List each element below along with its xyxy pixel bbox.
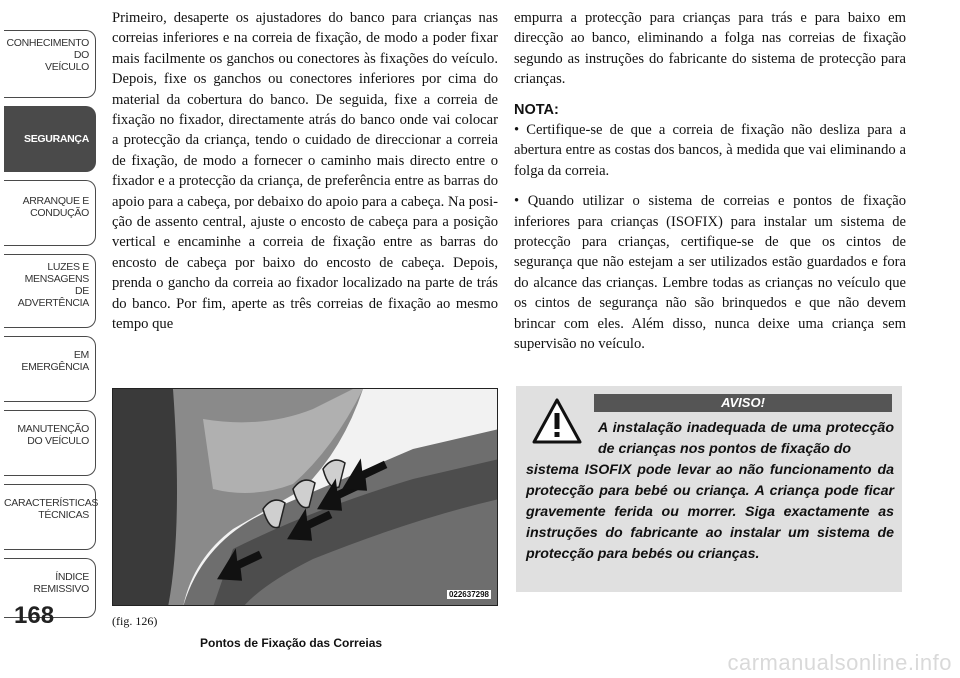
- warning-text-first: A instalação inadequada de uma protecção de crianças nos pontos de fixação do: [598, 420, 894, 457]
- figure-code: 022637298: [448, 590, 489, 599]
- warning-title: AVISO!: [594, 394, 892, 412]
- chapter-sidebar: [0, 0, 100, 640]
- tab-seguranca[interactable]: [4, 106, 96, 172]
- warning-text: [526, 418, 894, 565]
- tab-manutencao-do-veiculo[interactable]: [4, 410, 96, 476]
- seat-anchor-illustration: [113, 389, 498, 606]
- tab-label: CONHECIMENTO DO VEÍCULO: [6, 37, 89, 73]
- tab-label: LUZES E MENSAGENS DE ADVERTÊNCIA: [17, 261, 89, 309]
- tab-arranque-e-conducao[interactable]: [4, 180, 96, 246]
- body-paragraph: Primeiro, desaperte os ajustadores do banco para crianças nas correias inferiores e na correia de fixação, de modo a poder fixar mais facilmente os ganchos ou conectores às fixações do veículo. Depois, fixe os ganchos ou conectores inferiores por cima do material da cobertura do banco. De seguida, fixe a correia de fixação no fixador, directamente atrás do banco onde vai colocar a protecção da criança, tendo o cuidado de direccionar a correia de fixação, de modo a fornecer o caminho mais directo entre o fixador e a protecção da criança, de preferência entre as barras do apoio para a cabeça, por debaixo do apoio para a cabeça. Na posição de assento central, ajuste o encosto de cabeça para a posição vertical e encaminhe a correia de fixação entre as barras do encosto de cabeça por baixo do encosto de cabeça. Depois, prenda o gancho da correia ao fixador localizado na parte de trás do banco. Por fim, aperte as três correias de fixação ao mesmo tempo que: [112, 10, 498, 333]
- tab-label: MANUTENÇÃO DO VEÍCULO: [17, 423, 89, 447]
- left-column: [112, 8, 498, 335]
- figure-caption: Pontos de Fixação das Correias: [200, 636, 383, 650]
- figure-tether-anchors: [112, 388, 498, 606]
- note-bullet: • Certifique-se de que a correia de fixação não desliza para a abertura entre as costas dos bancos, à medida que vai eliminando a folga da correia.: [514, 122, 906, 179]
- body-paragraph: empurra a protecção para crianças para trás e para baixo em direcção ao banco, eliminando a folga nas correias de fixação segundo as instruções do fabricante do sistema de protecção para crianças.: [514, 10, 906, 88]
- tab-em-emergencia[interactable]: [4, 336, 96, 402]
- tab-label: ARRANQUE E CONDUÇÃO: [22, 195, 89, 219]
- figure-label: (fig. 126): [112, 614, 158, 628]
- tab-label: EM EMERGÊNCIA: [21, 349, 89, 373]
- tab-label: SEGURANÇA: [24, 133, 89, 145]
- warning-box: [516, 386, 902, 592]
- tab-conhecimento-do-veiculo[interactable]: [4, 30, 96, 98]
- tab-label: ÍNDICE REMISSIVO: [33, 571, 89, 595]
- note-heading: NOTA:: [514, 101, 559, 118]
- tab-luzes-e-mensagens[interactable]: [4, 254, 96, 328]
- page-number: 168: [14, 602, 55, 629]
- note-bullet: • Quando utilizar o sistema de correias e pontos de fixação inferiores para crianças (ISOFIX) para instalar um sistema de protecção para crianças, certifique-se de que os cintos de segurança que não estejam a ser utilizados estão guardados e fora do alcance das crianças. Lembre todas as crianças no veículo que os cintos de segurança não são brinquedos e que não devem brincar com eles. Além disso, nunca deixe uma criança sem supervisão no veículo.: [514, 193, 906, 353]
- watermark: carmanualsonline.info: [727, 650, 952, 675]
- right-column: [514, 8, 906, 355]
- warning-text-rest: sistema ISOFIX pode levar ao não funcionamento da protecção para bebé ou criança. A criança pode ficar gravemente ferida ou morrer. Siga exactamente as instruções do fabricante ao instalar um sistema de protecção para bebés ou crianças.: [526, 462, 894, 562]
- tab-caracteristicas-tecnicas[interactable]: [4, 484, 99, 550]
- tab-label: CARACTERÍSTICAS TÉCNICAS: [4, 497, 99, 521]
